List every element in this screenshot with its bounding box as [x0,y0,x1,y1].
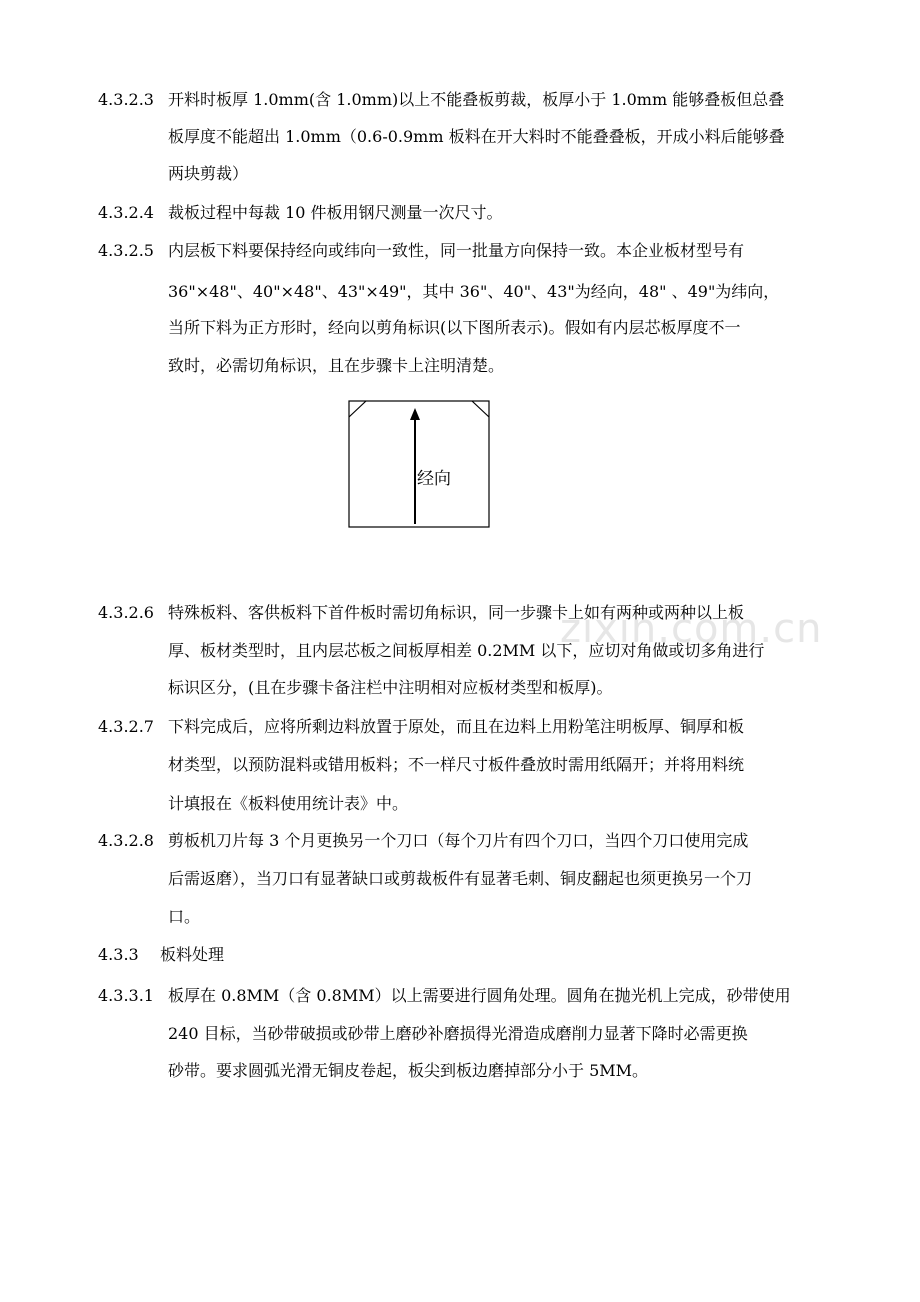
section-text-line: 两块剪裁） [168,164,249,183]
section-number: 4.3.2.4 [98,203,154,222]
section-text-line: 标识区分，(且在步骤卡备注栏中注明相对应板材类型和板厚)。 [168,678,613,697]
section-text-line: 厚、板材类型时，且内层芯板之间板厚相差 0.2MM 以下，应切对角做或切多角进行 [168,641,765,660]
section-number: 4.3.2.6 [98,603,154,622]
section-number: 4.3.2.5 [98,241,154,260]
section-number: 4.3.3 [98,945,139,964]
section-text-line: 当所下料为正方形时，经向以剪角标识(以下图所表示)。假如有内层芯板厚度不一 [168,318,741,337]
section-text-line: 开料时板厚 1.0mm(含 1.0mm)以上不能叠板剪裁，板厚小于 1.0mm 能够叠板但总叠 [168,90,785,109]
section-number: 4.3.2.3 [98,90,154,109]
section-text-line: 板厚在 0.8MM（含 0.8MM）以上需要进行圆角处理。圆角在抛光机上完成，砂带使用 [168,986,791,1005]
section-text-line: 下料完成后，应将所剩边料放置于原处，而且在边料上用粉笔注明板厚、铜厚和板 [168,717,745,736]
section-text-line: 剪板机刀片每 3 个月更换另一个刀口（每个刀片有四个刀口，当四个刀口使用完成 [168,831,749,850]
section-text-line: 砂带。要求圆弧光滑无铜皮卷起，板尖到板边磨掉部分小于 5MM。 [168,1061,649,1080]
section-number: 4.3.2.8 [98,831,154,850]
section-text-line: 36"×48"、40"×48"、43"×49"，其中 36"、40"、43"为经向，48" 、49"为纬向， [168,282,780,301]
section-text-line: 内层板下料要保持经向或纬向一致性，同一批量方向保持一致。本企业板材型号有 [168,241,745,260]
section-text-line: 裁板过程中每裁 10 件板用钢尺测量一次尺寸。 [168,203,503,222]
section-text-line: 后需返磨），当刀口有显著缺口或剪裁板件有显著毛刺、铜皮翻起也须更换另一个刀 [168,869,753,888]
watermark: zixin.com.cn [560,606,823,652]
section-number: 4.3.3.1 [98,986,154,1005]
section-heading: 板料处理 [160,945,225,964]
section-text-line: 240 目标，当砂带破损或砂带上磨砂补磨损得光滑造成磨削力显著下降时必需更换 [168,1024,748,1043]
section-text-line: 材类型，以预防混料或错用板料；不一样尺寸板件叠放时需用纸隔开；并将用料统 [168,755,745,774]
section-number: 4.3.2.7 [98,717,154,736]
section-text-line: 口。 [168,907,201,926]
section-text-line: 板厚度不能超出 1.0mm（0.6-0.9mm 板料在开大料时不能叠叠板，开成小料后能够叠 [168,127,785,146]
section-text-line: 特殊板料、客供板料下首件板时需切角标识，同一步骤卡上如有两种或两种以上板 [168,603,745,622]
grain-direction-diagram [348,400,490,528]
diagram-label: 经向 [417,469,451,489]
section-text-line: 计填报在《板料使用统计表》中。 [168,794,409,813]
section-text-line: 致时，必需切角标识，且在步骤卡上注明清楚。 [168,356,505,375]
